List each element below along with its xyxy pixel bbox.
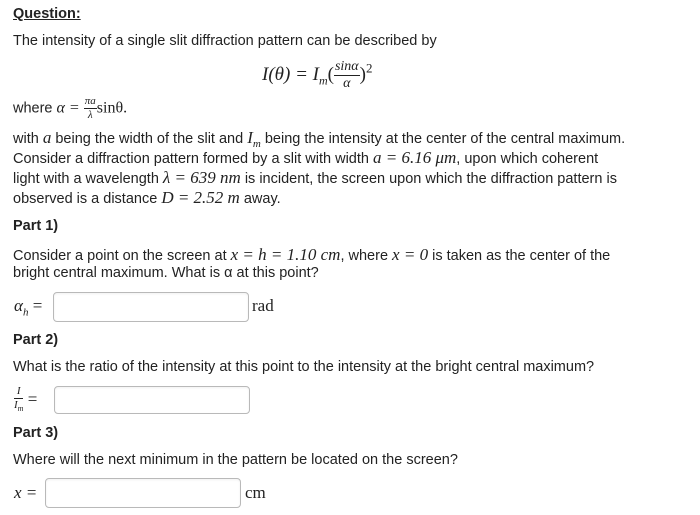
formula-fraction <box>334 60 360 91</box>
part1-line1-c: is taken as the center of the <box>428 248 611 264</box>
part2-title: Part 2) <box>13 332 59 348</box>
part1-line-1 <box>13 245 610 265</box>
part3-answer-input[interactable] <box>45 478 241 508</box>
part3-answer-label: x = <box>14 483 38 502</box>
part2-label-den <box>14 399 23 413</box>
part2-label-eq: = <box>27 389 38 409</box>
part3-title: Part 3) <box>13 425 59 441</box>
p1-im: I <box>247 128 253 147</box>
formula-num: sinα <box>334 59 359 74</box>
para-line-1 <box>13 128 625 150</box>
part2-label-den-i: I <box>14 399 18 411</box>
part2-label-fraction <box>14 386 23 413</box>
part2-answer-input[interactable] <box>54 386 250 414</box>
intensity-formula <box>262 60 372 91</box>
p1-a: with <box>13 131 43 147</box>
part3-text: Where will the next minimum in the pattern be located on the screen? <box>13 452 458 468</box>
p4-b: away. <box>239 191 281 207</box>
alpha-definition <box>13 96 127 121</box>
p1-im-sub: m <box>252 137 261 150</box>
part1-line1-eq: x = h = 1.10 cm <box>230 245 341 264</box>
p1-c: being the intensity at the center of the central maximum. <box>260 131 626 147</box>
part2-label-den-sub: m <box>17 404 24 414</box>
formula-den: α <box>343 76 351 91</box>
where-prefix: where <box>13 100 57 117</box>
part1-line-2: bright central maximum. What is α at this point? <box>13 265 319 281</box>
where-rest: sinθ. <box>96 99 128 117</box>
part1-title: Part 1) <box>13 218 59 234</box>
p2-a: Consider a diffraction pattern formed by a slit with width <box>13 151 373 167</box>
p3-lambda: λ = 639 nm <box>162 168 241 187</box>
formula-lhs: I(θ) = I <box>262 63 319 85</box>
para-line-2 <box>13 148 598 168</box>
part1-label-eq: = <box>32 296 43 315</box>
where-fraction <box>84 96 97 121</box>
para-line-4 <box>13 188 281 208</box>
formula-sub: m <box>318 73 328 88</box>
part1-unit: rad <box>252 296 274 315</box>
part1-label-alpha: α <box>14 296 23 315</box>
part2-label-num: I <box>14 386 23 399</box>
p1-var-a: a <box>42 128 52 147</box>
part1-answer-input[interactable] <box>53 292 249 322</box>
where-alpha: α = <box>56 99 80 117</box>
part1-line1-x0: x = 0 <box>392 245 429 264</box>
formula-power: 2 <box>365 60 373 76</box>
formula-close: ) <box>359 63 366 85</box>
where-num: πa <box>84 95 96 107</box>
formula-open: ( <box>327 63 334 85</box>
part3-unit: cm <box>245 483 266 502</box>
p3-b: is incident, the screen upon which the diffraction pattern is <box>240 171 617 187</box>
part2-answer-label <box>14 386 37 413</box>
intro-text: The intensity of a single slit diffraction pattern can be described by <box>13 33 437 49</box>
where-den: λ <box>87 109 93 121</box>
part1-line1-a: Consider a point on the screen at <box>13 248 231 264</box>
p1-b: being the width of the slit and <box>51 131 248 147</box>
p4-d: D = 2.52 m <box>161 188 240 207</box>
p2-b: , upon which coherent <box>456 151 599 167</box>
p2-a-eq: a = 6.16 μm <box>373 148 457 167</box>
part1-answer-label <box>14 296 42 318</box>
part2-text: What is the ratio of the intensity at this point to the intensity at the bright central maximum? <box>13 359 595 375</box>
p3-a: light with a wavelength <box>13 171 163 187</box>
part1-line1-b: , where <box>340 248 393 264</box>
para-line-3 <box>13 168 617 188</box>
question-heading: Question: <box>13 6 81 22</box>
part1-label-sub: h <box>22 306 29 319</box>
p4-a: observed is a distance <box>13 191 162 207</box>
